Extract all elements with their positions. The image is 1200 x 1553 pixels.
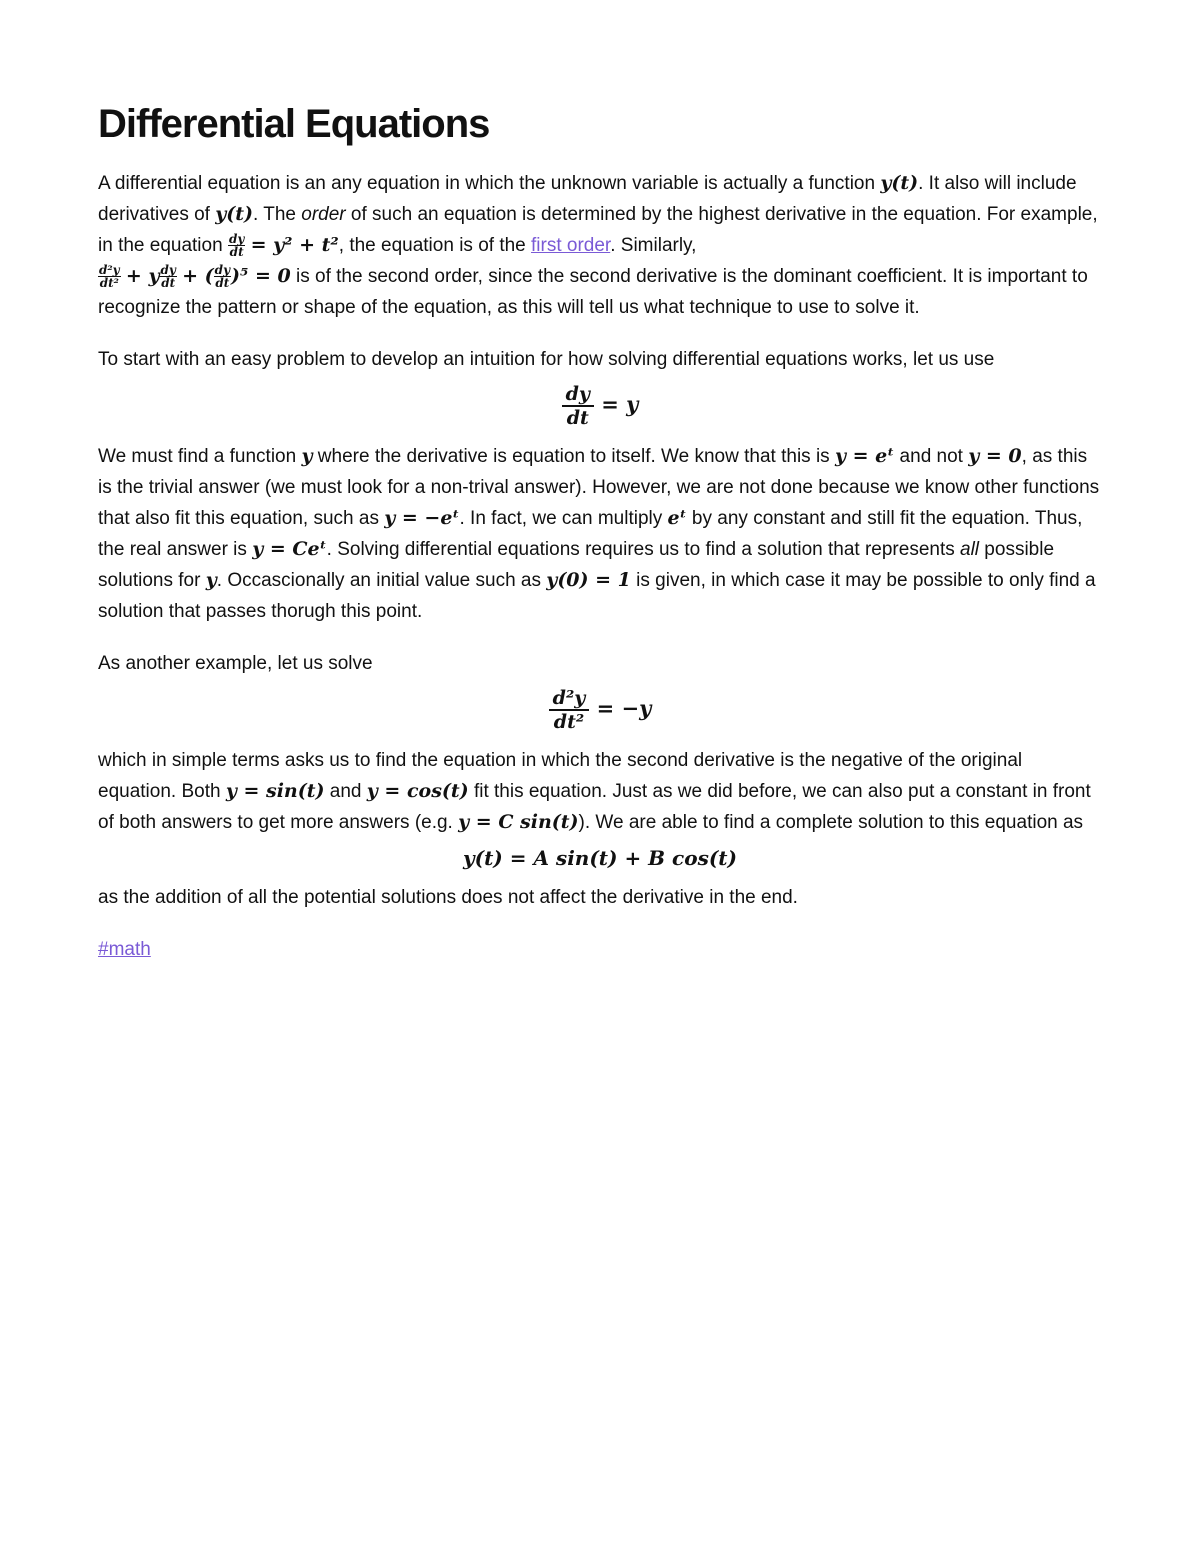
equation-general-solution: y(t) = A sin(t) + B cos(t) [462, 846, 737, 870]
text: , the equation is of the [338, 235, 532, 256]
inline-fraction [98, 264, 121, 289]
fraction-numerator: dy [228, 232, 245, 247]
inline-fraction [228, 233, 245, 258]
emphasis-all: all [960, 539, 980, 560]
math-inline: y [205, 569, 217, 591]
math-inline: y = −eᵗ [384, 507, 460, 529]
fraction-numerator: dy [562, 383, 594, 407]
equation-second-order [98, 687, 1102, 733]
math-inline: eᵗ [667, 507, 687, 529]
text: by any constant and still fit the equation. Thus, the real answer is [98, 508, 1083, 560]
text: ). We are able to find a complete solution to this equation as [578, 812, 1084, 833]
text: . It also will include derivatives of [98, 173, 1077, 225]
emphasis-order: order [301, 204, 346, 225]
paragraph-sin-cos [98, 745, 1102, 838]
display-fraction [549, 687, 590, 733]
math-inline: y(t) [880, 172, 919, 194]
text: . Solving differential equations requires us to find a solution that represents [326, 539, 961, 560]
equation-first-order [98, 383, 1102, 429]
fraction-numerator: d²y [99, 263, 120, 278]
text: possible solutions for [98, 539, 1055, 591]
math-inline: y = cos(t) [366, 780, 469, 802]
text: where the derivative is equation to itself. We know that this is [312, 446, 835, 467]
text: . The [253, 204, 302, 225]
text: fit this equation. Just as we did before, we can also put a constant in front of both answers to get more answers (e.g. [98, 781, 1091, 833]
tag-line [98, 934, 1102, 965]
text: . Occascionally an initial value such as [216, 570, 547, 591]
text: We must find a function [98, 446, 302, 467]
fraction-denominator: dt [215, 276, 230, 291]
math-tag-link[interactable]: #math [98, 939, 151, 960]
fraction-denominator: dt [229, 245, 244, 260]
text: A differential equation is an any equation in which the unknown variable is actually a function [98, 173, 881, 194]
math-inline: y = eᵗ [834, 445, 895, 467]
text: . In fact, we can multiply [459, 508, 668, 529]
page-title: Differential Equations [98, 102, 490, 146]
math-inline: y = Ceᵗ [252, 538, 327, 560]
math-inline: y = 0 [968, 445, 1022, 467]
math-inline: )⁵ = 0 [231, 265, 291, 287]
fraction-denominator: dt [161, 276, 176, 291]
fraction-denominator: dt² [553, 711, 585, 733]
first-order-link[interactable]: first order [531, 235, 611, 256]
paragraph-solution [98, 441, 1102, 627]
math-inline: + ( [182, 265, 214, 287]
paragraph-easy-problem: To start with an easy problem to develop an intuition for how solving differential equations works, let us use [98, 349, 995, 370]
fraction-numerator: d²y [549, 687, 590, 711]
inline-fraction [214, 264, 231, 289]
math-inline: + y [125, 265, 160, 287]
display-fraction [562, 383, 594, 429]
equation-rhs: = −y [596, 695, 652, 721]
fraction-numerator: dy [214, 263, 231, 278]
text: and [324, 781, 367, 802]
paragraph-intro [98, 168, 1102, 323]
math-inline: y(0) = 1 [546, 569, 631, 591]
math-inline: = y² + t² [250, 234, 339, 256]
paragraph-another-example: As another example, let us solve [98, 653, 373, 674]
fraction-numerator: dy [160, 263, 176, 278]
math-inline: y [301, 445, 313, 467]
text: and not [894, 446, 969, 467]
text: , as this is the trivial answer (we must look for a non-trival answer). However, we are not done because we know other functions that also fit this equation, such as [98, 446, 1100, 529]
math-inline: y = C sin(t) [458, 811, 579, 833]
text: of such an equation is determined by the highest derivative in the equation. For example, in the equation [98, 204, 1098, 256]
text: . Similarly, [610, 235, 697, 256]
fraction-denominator: dt [566, 407, 589, 429]
text: is of the second order, since the second derivative is the dominant coefficient. It is important to recognize the pattern or shape of the equation, as this will tell us what technique to use to solve it. [98, 266, 1088, 318]
text: is given, in which case it may be possible to only find a solution that passes thorugh this point. [98, 570, 1096, 622]
math-inline: y = sin(t) [225, 780, 325, 802]
text: which in simple terms asks us to find the equation in which the second derivative is the negative of the original equation. Both [98, 750, 1023, 802]
paragraph-conclusion: as the addition of all the potential solutions does not affect the derivative in the end. [98, 887, 798, 908]
inline-fraction [159, 264, 176, 289]
fraction-denominator: dt² [99, 276, 119, 291]
math-inline: y(t) [215, 203, 254, 225]
equation-rhs: = y [601, 391, 639, 417]
